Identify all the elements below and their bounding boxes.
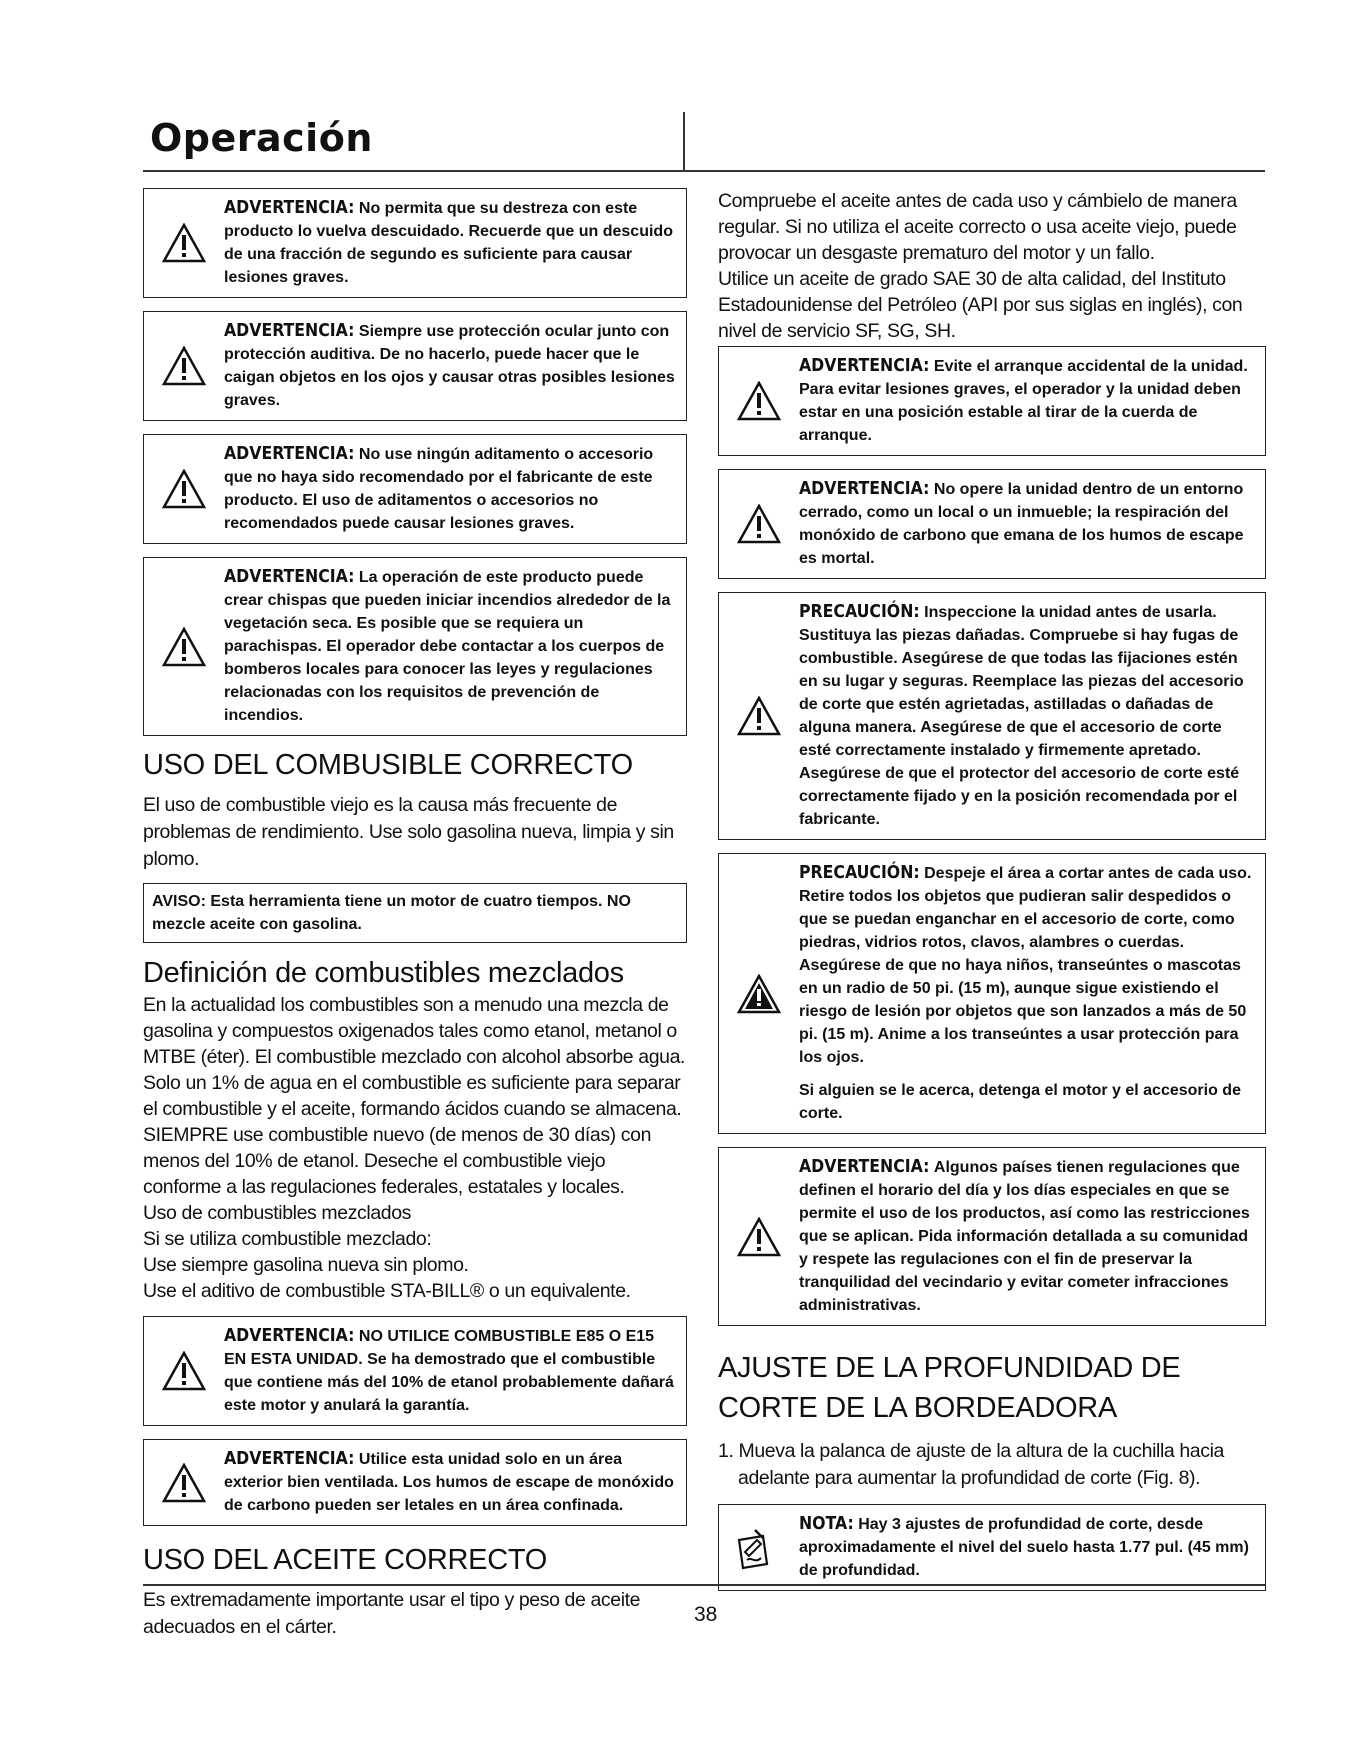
warning-text: Siempre use protección ocular junto con protección auditiva. De no hacerlo, puede hacer que le caigan objetos en los ojos y causar otras posibles lesiones graves. (224, 323, 675, 409)
notice-box: AVISO: Esta herramienta tiene un motor de cuatro tiempos. NO mezcle aceite con gasolina. (143, 883, 687, 943)
mixed-fuels-line: Use el aditivo de combustible STA-BILL® o un equivalente. (143, 1280, 631, 1302)
caution-box (718, 853, 1266, 1134)
flying-debris-warning-icon (737, 974, 781, 1014)
left-column (143, 188, 687, 1651)
oil-paragraph: Es extremadamente importante usar el tipo y peso de aceite adecuados en el cárter. (143, 1589, 641, 1638)
warning-box (143, 311, 687, 421)
warning-triangle-icon (737, 504, 781, 544)
fuel-paragraph: El uso de combustible viejo es la causa más frecuente de problemas de rendimiento. Use solo gasolina nueva, limpia y sin plomo. (143, 794, 674, 870)
warning-box (143, 188, 687, 298)
warning-triangle-icon (162, 1351, 206, 1391)
title-divider-vertical (683, 112, 685, 170)
warning-box (718, 346, 1266, 456)
warning-box (143, 434, 687, 544)
oil-paragraph: Compruebe el aceite antes de cada uso y cámbielo de manera regular. Si no utiliza el aceite correcto o usa aceite viejo, puede provocar un desgaste prematuro del motor y un fallo. (718, 190, 1237, 264)
caution-text: Si alguien se le acerca, detenga el motor y el accesorio de corte. (799, 1082, 1241, 1122)
section-heading-oil: USO DEL ACEITE CORRECTO (143, 1544, 548, 1576)
warning-box (718, 469, 1266, 579)
caution-label: PRECAUCIÓN: (799, 863, 920, 883)
warning-label: ADVERTENCIA: (224, 1326, 355, 1346)
caution-text: Despeje el área a cortar antes de cada uso. Retire todos los objetos que pudieran salir despedidos o que se puedan enganchar en el accesorio de corte, como piedras, vidrios rotos, clavos, alambres o cuerdas. Asegúrese de que no haya niños, transeúntes o mascotas en un radio de 50 pi. (15 m), aunque sigue existiendo el riesgo de lesión por objetos que son lanzados a más de 50 pi. (15 m). Anime a los transeúntes a usar protección para los ojos. (799, 865, 1252, 1066)
warning-label: ADVERTENCIA: (224, 567, 355, 587)
warning-triangle-icon (162, 469, 206, 509)
section-heading-mixed-fuels: Definición de combustibles mezclados (143, 957, 624, 989)
warning-triangle-icon (737, 381, 781, 421)
page-title: Operación (150, 116, 373, 160)
warning-triangle-icon (162, 346, 206, 386)
caution-label: PRECAUCIÓN: (799, 602, 920, 622)
page-number: 38 (694, 1603, 718, 1626)
warning-label: ADVERTENCIA: (799, 356, 930, 376)
warning-label: ADVERTENCIA: (224, 198, 355, 218)
warning-label: ADVERTENCIA: (799, 1157, 930, 1177)
warning-triangle-icon (162, 627, 206, 667)
oil-paragraph: Utilice un aceite de grado SAE 30 de alta calidad, del Instituto Estadounidense del Petróleo (API por sus siglas en inglés), con nivel de servicio SF, SG, SH. (718, 268, 1243, 342)
step-item: 1. Mueva la palanca de ajuste de la altura de la cuchilla hacia adelante para aumentar la profundidad de corte (Fig. 8). (718, 1440, 1224, 1489)
warning-box (143, 1439, 687, 1526)
warning-triangle-icon (162, 223, 206, 263)
note-label: NOTA: (799, 1514, 854, 1534)
warning-box (718, 1147, 1266, 1326)
caution-box (718, 592, 1266, 840)
warning-box (143, 557, 687, 736)
right-column (718, 188, 1266, 1604)
warning-box (143, 1316, 687, 1426)
warning-text: No permita que su destreza con este producto lo vuelva descuidado. Recuerde que un descuido de una fracción de segundo es suficiente para causar lesiones graves. (224, 200, 673, 286)
warning-text: Algunos países tienen regulaciones que definen el horario del día y los días especiales en que se permite el uso de los productos, así como las restricciones que se aplican. Pida información detallada a su comunidad y respete las regulaciones con el fin de preservar la tranquilidad del vecindario y evitar cometer infracciones administrativas. (799, 1159, 1250, 1314)
footer-divider (143, 1584, 1265, 1586)
warning-triangle-icon (737, 1217, 781, 1257)
warning-label: ADVERTENCIA: (224, 444, 355, 464)
warning-text: No use ningún aditamento o accesorio que no haya sido recomendado por el fabricante de este producto. El uso de aditamentos o accesorios no recomendados puede causar lesiones graves. (224, 446, 654, 532)
warning-triangle-icon (162, 1463, 206, 1503)
warning-triangle-icon (737, 696, 781, 736)
mixed-fuels-paragraph: En la actualidad los combustibles son a menudo una mezcla de gasolina y compuestos oxigenados tales como etanol, metanol o MTBE (éter). El combustible mezclado con alcohol absorbe agua. Solo un 1% de agua en el combustible es suficiente para separar el combustible y el aceite, formando ácidos cuando se almacena. SIEMPRE use combustible nuevo (de menos de 30 días) con menos del 10% de etanol. Deseche el combustible viejo conforme a las regulaciones federales, estatales y locales. (143, 994, 686, 1198)
warning-text: NO UTILICE COMBUSTIBLE E85 O E15 EN ESTA UNIDAD. Se ha demostrado que el combustible que contiene más del 10% de etanol probablemente dañará este motor y anulará la garantía. (224, 1328, 674, 1414)
caution-text: Inspeccione la unidad antes de usarla. Sustituya las piezas dañadas. Compruebe si hay fugas de combustible. Asegúrese de que todas las fijaciones estén en su lugar y seguras. Reemplace las piezas del accesorio de corte que estén agrietadas, astilladas o dañadas de alguna manera. Asegúrese de que el accesorio de corte esté correctamente instalado y firmemente apretado. Asegúrese de que el protector del accesorio de corte esté correctamente fijado y en la posición recomendada por el fabricante. (799, 604, 1244, 828)
note-pencil-icon (733, 1526, 775, 1570)
warning-text: La operación de este producto puede crear chispas que pueden iniciar incendios alrededor de la vegetación seca. Es posible que se requiera un parachispas. El operador debe contactar a los cuerpos de bomberos locales para conocer las leyes y regulaciones relacionadas con los requisitos de prevención de incendios. (224, 569, 671, 724)
warning-label: ADVERTENCIA: (224, 321, 355, 341)
warning-text: Utilice esta unidad solo en un área exterior bien ventilada. Los humos de escape de monóxido de carbono pueden ser letales en un área confinada. (224, 1451, 674, 1514)
warning-text: Evite el arranque accidental de la unidad. Para evitar lesiones graves, el operador y la unidad deben estar en una posición estable al tirar de la cuerda de arranque. (799, 358, 1248, 444)
title-divider-horizontal (143, 170, 1265, 172)
warning-text: No opere la unidad dentro de un entorno cerrado, como un local o un inmueble; la respiración del monóxido de carbono que emana de los humos de escape es mortal. (799, 481, 1244, 567)
warning-label: ADVERTENCIA: (799, 479, 930, 499)
note-text: Hay 3 ajustes de profundidad de corte, desde aproximadamente el nivel del suelo hasta 1.77 pul. (45 mm) de profundidad. (799, 1516, 1249, 1579)
section-heading-cut-depth: AJUSTE DE LA PROFUNDIDAD DE CORTE DE LA BORDEADORA (718, 1352, 1181, 1424)
warning-label: ADVERTENCIA: (224, 1449, 355, 1469)
section-heading-fuel: USO DEL COMBUSIBLE CORRECTO (143, 749, 633, 781)
mixed-fuels-line: Use siempre gasolina nueva sin plomo. (143, 1254, 469, 1276)
mixed-fuels-line: Si se utiliza combustible mezclado: (143, 1228, 432, 1250)
mixed-fuels-line: Uso de combustibles mezclados (143, 1202, 412, 1224)
note-box (718, 1504, 1266, 1591)
